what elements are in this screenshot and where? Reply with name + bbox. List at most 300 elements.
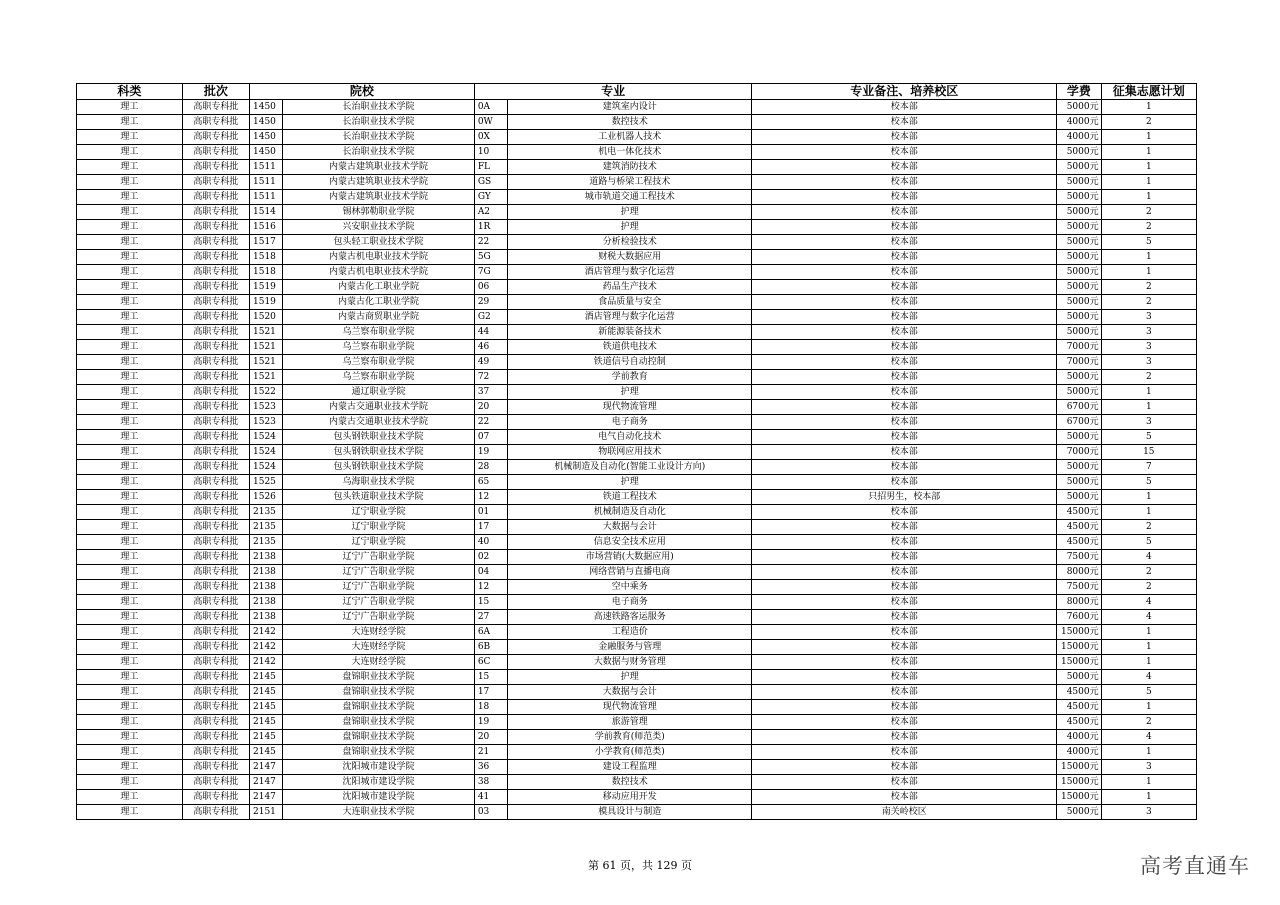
cell-remarks: 校本部 — [752, 565, 1057, 580]
cell-major-name: 护理 — [507, 205, 752, 220]
cell-school-code: 1511 — [250, 190, 283, 205]
cell-school-code: 1511 — [250, 175, 283, 190]
table-row — [77, 355, 1197, 370]
table-row — [77, 760, 1197, 775]
cell-school-code: 2138 — [250, 550, 283, 565]
cell-category: 理工 — [77, 685, 183, 700]
cell-category: 理工 — [77, 550, 183, 565]
table-row — [77, 805, 1197, 820]
cell-batch: 高职专科批 — [182, 790, 249, 805]
cell-plan: 2 — [1101, 715, 1196, 730]
cell-plan: 2 — [1101, 205, 1196, 220]
cell-school-code: 1524 — [250, 445, 283, 460]
cell-plan: 1 — [1101, 250, 1196, 265]
cell-school-code: 1521 — [250, 355, 283, 370]
table-header-row — [77, 84, 1197, 100]
cell-remarks: 校本部 — [752, 235, 1057, 250]
cell-tuition: 5000元 — [1057, 310, 1102, 325]
cell-school-name: 长治职业技术学院 — [283, 130, 475, 145]
cell-tuition: 5000元 — [1057, 190, 1102, 205]
cell-category: 理工 — [77, 730, 183, 745]
cell-plan: 4 — [1101, 595, 1196, 610]
cell-major-name: 护理 — [507, 475, 752, 490]
cell-remarks: 校本部 — [752, 115, 1057, 130]
cell-remarks: 校本部 — [752, 205, 1057, 220]
cell-category: 理工 — [77, 745, 183, 760]
cell-major-code: 19 — [474, 715, 507, 730]
cell-major-code: 17 — [474, 520, 507, 535]
cell-school-code: 1517 — [250, 235, 283, 250]
cell-major-name: 护理 — [507, 385, 752, 400]
cell-category: 理工 — [77, 475, 183, 490]
cell-remarks: 校本部 — [752, 445, 1057, 460]
cell-major-name: 建筑消防技术 — [507, 160, 752, 175]
cell-major-name: 分析检验技术 — [507, 235, 752, 250]
cell-major-code: 17 — [474, 685, 507, 700]
cell-tuition: 4500元 — [1057, 505, 1102, 520]
cell-major-code: 0A — [474, 100, 507, 115]
cell-school-name: 长治职业技术学院 — [283, 115, 475, 130]
header-category: 科类 — [77, 84, 183, 100]
cell-plan: 3 — [1101, 760, 1196, 775]
cell-batch: 高职专科批 — [182, 460, 249, 475]
cell-school-name: 盘锦职业技术学院 — [283, 730, 475, 745]
cell-major-name: 铁道信号自动控制 — [507, 355, 752, 370]
table-row — [77, 265, 1197, 280]
cell-major-name: 金融服务与管理 — [507, 640, 752, 655]
cell-batch: 高职专科批 — [182, 355, 249, 370]
cell-school-name: 乌兰察布职业学院 — [283, 325, 475, 340]
table-row — [77, 370, 1197, 385]
cell-school-code: 1518 — [250, 250, 283, 265]
cell-category: 理工 — [77, 775, 183, 790]
cell-major-name: 药品生产技术 — [507, 280, 752, 295]
cell-category: 理工 — [77, 280, 183, 295]
cell-batch: 高职专科批 — [182, 490, 249, 505]
cell-major-code: 49 — [474, 355, 507, 370]
cell-major-name: 财税大数据应用 — [507, 250, 752, 265]
cell-school-code: 2145 — [250, 715, 283, 730]
table-row — [77, 220, 1197, 235]
cell-school-name: 包头钢铁职业技术学院 — [283, 460, 475, 475]
cell-major-name: 物联网应用技术 — [507, 445, 752, 460]
cell-plan: 4 — [1101, 550, 1196, 565]
cell-tuition: 7000元 — [1057, 340, 1102, 355]
cell-school-code: 2145 — [250, 730, 283, 745]
cell-batch: 高职专科批 — [182, 100, 249, 115]
cell-major-code: 6A — [474, 625, 507, 640]
cell-major-name: 学前教育 — [507, 370, 752, 385]
cell-tuition: 5000元 — [1057, 460, 1102, 475]
cell-major-name: 铁道工程技术 — [507, 490, 752, 505]
cell-school-code: 1522 — [250, 385, 283, 400]
cell-category: 理工 — [77, 505, 183, 520]
cell-batch: 高职专科批 — [182, 175, 249, 190]
cell-tuition: 7000元 — [1057, 355, 1102, 370]
cell-batch: 高职专科批 — [182, 595, 249, 610]
cell-batch: 高职专科批 — [182, 475, 249, 490]
cell-remarks: 校本部 — [752, 460, 1057, 475]
header-plan: 征集志愿计划 — [1101, 84, 1196, 100]
cell-batch: 高职专科批 — [182, 130, 249, 145]
cell-school-name: 沈阳城市建设学院 — [283, 790, 475, 805]
cell-remarks: 只招男生，校本部 — [752, 490, 1057, 505]
cell-school-code: 1524 — [250, 460, 283, 475]
cell-school-code: 1523 — [250, 400, 283, 415]
cell-school-code: 2151 — [250, 805, 283, 820]
cell-school-name: 沈阳城市建设学院 — [283, 775, 475, 790]
cell-tuition: 15000元 — [1057, 625, 1102, 640]
table-row — [77, 625, 1197, 640]
cell-tuition: 5000元 — [1057, 145, 1102, 160]
table-row — [77, 505, 1197, 520]
cell-school-code: 2142 — [250, 655, 283, 670]
cell-tuition: 6700元 — [1057, 415, 1102, 430]
cell-category: 理工 — [77, 355, 183, 370]
cell-school-name: 大连财经学院 — [283, 625, 475, 640]
cell-plan: 2 — [1101, 220, 1196, 235]
cell-tuition: 15000元 — [1057, 760, 1102, 775]
cell-school-name: 辽宁广告职业学院 — [283, 565, 475, 580]
cell-category: 理工 — [77, 460, 183, 475]
cell-plan: 5 — [1101, 235, 1196, 250]
cell-batch: 高职专科批 — [182, 535, 249, 550]
cell-major-code: GY — [474, 190, 507, 205]
cell-batch: 高职专科批 — [182, 415, 249, 430]
cell-major-code: 6B — [474, 640, 507, 655]
cell-category: 理工 — [77, 430, 183, 445]
cell-remarks: 校本部 — [752, 715, 1057, 730]
cell-remarks: 校本部 — [752, 670, 1057, 685]
cell-school-name: 乌兰察布职业学院 — [283, 340, 475, 355]
cell-plan: 1 — [1101, 655, 1196, 670]
cell-tuition: 4500元 — [1057, 685, 1102, 700]
table-row — [77, 205, 1197, 220]
cell-major-name: 移动应用开发 — [507, 790, 752, 805]
cell-category: 理工 — [77, 565, 183, 580]
cell-plan: 5 — [1101, 475, 1196, 490]
cell-remarks: 校本部 — [752, 580, 1057, 595]
cell-school-code: 1516 — [250, 220, 283, 235]
cell-major-code: 65 — [474, 475, 507, 490]
cell-school-code: 2135 — [250, 535, 283, 550]
cell-batch: 高职专科批 — [182, 580, 249, 595]
admission-plan-table — [76, 83, 1197, 820]
cell-plan: 1 — [1101, 130, 1196, 145]
cell-batch: 高职专科批 — [182, 145, 249, 160]
cell-major-code: 20 — [474, 730, 507, 745]
cell-batch: 高职专科批 — [182, 385, 249, 400]
cell-remarks: 校本部 — [752, 130, 1057, 145]
cell-school-code: 2138 — [250, 565, 283, 580]
cell-category: 理工 — [77, 715, 183, 730]
table-row — [77, 745, 1197, 760]
cell-major-name: 旅游管理 — [507, 715, 752, 730]
cell-school-code: 1519 — [250, 295, 283, 310]
cell-major-code: 1R — [474, 220, 507, 235]
cell-batch: 高职专科批 — [182, 775, 249, 790]
cell-school-name: 辽宁职业学院 — [283, 520, 475, 535]
cell-school-name: 大连财经学院 — [283, 640, 475, 655]
table-row — [77, 730, 1197, 745]
table-row — [77, 565, 1197, 580]
cell-school-name: 辽宁广告职业学院 — [283, 610, 475, 625]
table-row — [77, 280, 1197, 295]
cell-major-code: 0X — [474, 130, 507, 145]
cell-batch: 高职专科批 — [182, 160, 249, 175]
cell-batch: 高职专科批 — [182, 400, 249, 415]
cell-school-name: 内蒙古建筑职业技术学院 — [283, 160, 475, 175]
cell-school-name: 内蒙古交通职业技术学院 — [283, 400, 475, 415]
table-row — [77, 310, 1197, 325]
cell-plan: 4 — [1101, 610, 1196, 625]
table-row — [77, 160, 1197, 175]
cell-batch: 高职专科批 — [182, 700, 249, 715]
cell-remarks: 校本部 — [752, 625, 1057, 640]
cell-school-code: 1511 — [250, 160, 283, 175]
cell-remarks: 校本部 — [752, 790, 1057, 805]
header-tuition: 学费 — [1057, 84, 1102, 100]
cell-tuition: 5000元 — [1057, 265, 1102, 280]
cell-remarks: 校本部 — [752, 700, 1057, 715]
cell-school-code: 2138 — [250, 580, 283, 595]
cell-batch: 高职专科批 — [182, 625, 249, 640]
cell-plan: 1 — [1101, 625, 1196, 640]
cell-plan: 5 — [1101, 685, 1196, 700]
cell-tuition: 5000元 — [1057, 805, 1102, 820]
cell-major-name: 机械制造及自动化(智能工业设计方向) — [507, 460, 752, 475]
cell-plan: 1 — [1101, 775, 1196, 790]
table-row — [77, 100, 1197, 115]
cell-major-name: 电气自动化技术 — [507, 430, 752, 445]
table-row — [77, 415, 1197, 430]
table-row — [77, 115, 1197, 130]
cell-plan: 1 — [1101, 100, 1196, 115]
table-row — [77, 655, 1197, 670]
cell-category: 理工 — [77, 205, 183, 220]
cell-category: 理工 — [77, 790, 183, 805]
cell-school-code: 1521 — [250, 325, 283, 340]
cell-school-code: 2142 — [250, 625, 283, 640]
cell-batch: 高职专科批 — [182, 220, 249, 235]
cell-remarks: 校本部 — [752, 100, 1057, 115]
cell-batch: 高职专科批 — [182, 610, 249, 625]
cell-plan: 1 — [1101, 145, 1196, 160]
cell-remarks: 校本部 — [752, 265, 1057, 280]
cell-remarks: 校本部 — [752, 430, 1057, 445]
cell-plan: 15 — [1101, 445, 1196, 460]
cell-remarks: 校本部 — [752, 520, 1057, 535]
cell-batch: 高职专科批 — [182, 280, 249, 295]
cell-school-code: 2147 — [250, 790, 283, 805]
cell-remarks: 校本部 — [752, 655, 1057, 670]
cell-tuition: 5000元 — [1057, 205, 1102, 220]
cell-major-name: 大数据与财务管理 — [507, 655, 752, 670]
cell-tuition: 4500元 — [1057, 700, 1102, 715]
cell-major-name: 现代物流管理 — [507, 700, 752, 715]
cell-plan: 2 — [1101, 565, 1196, 580]
cell-school-name: 包头钢铁职业技术学院 — [283, 445, 475, 460]
cell-major-code: 04 — [474, 565, 507, 580]
cell-school-name: 盘锦职业技术学院 — [283, 670, 475, 685]
header-remarks: 专业备注、培养校区 — [752, 84, 1057, 100]
cell-batch: 高职专科批 — [182, 295, 249, 310]
cell-plan: 3 — [1101, 415, 1196, 430]
cell-major-name: 建筑室内设计 — [507, 100, 752, 115]
table-row — [77, 430, 1197, 445]
cell-major-name: 工业机器人技术 — [507, 130, 752, 145]
cell-tuition: 5000元 — [1057, 295, 1102, 310]
table-row — [77, 790, 1197, 805]
cell-category: 理工 — [77, 160, 183, 175]
cell-category: 理工 — [77, 325, 183, 340]
cell-plan: 1 — [1101, 190, 1196, 205]
cell-plan: 3 — [1101, 325, 1196, 340]
cell-major-name: 电子商务 — [507, 595, 752, 610]
table-row — [77, 580, 1197, 595]
cell-school-name: 辽宁职业学院 — [283, 535, 475, 550]
cell-batch: 高职专科批 — [182, 550, 249, 565]
cell-major-name: 工程造价 — [507, 625, 752, 640]
table-row — [77, 700, 1197, 715]
cell-major-code: 18 — [474, 700, 507, 715]
cell-tuition: 15000元 — [1057, 790, 1102, 805]
cell-major-name: 模具设计与制造 — [507, 805, 752, 820]
cell-major-name: 铁道供电技术 — [507, 340, 752, 355]
cell-batch: 高职专科批 — [182, 805, 249, 820]
cell-category: 理工 — [77, 625, 183, 640]
cell-remarks: 校本部 — [752, 295, 1057, 310]
header-batch: 批次 — [182, 84, 249, 100]
cell-plan: 1 — [1101, 385, 1196, 400]
cell-major-code: G2 — [474, 310, 507, 325]
cell-category: 理工 — [77, 370, 183, 385]
cell-tuition: 7500元 — [1057, 550, 1102, 565]
cell-major-name: 城市轨道交通工程技术 — [507, 190, 752, 205]
table-row — [77, 490, 1197, 505]
cell-school-code: 1520 — [250, 310, 283, 325]
cell-school-name: 盘锦职业技术学院 — [283, 715, 475, 730]
cell-category: 理工 — [77, 805, 183, 820]
cell-major-code: FL — [474, 160, 507, 175]
table-row — [77, 235, 1197, 250]
cell-major-code: 28 — [474, 460, 507, 475]
cell-school-name: 辽宁广告职业学院 — [283, 580, 475, 595]
cell-major-name: 数控技术 — [507, 115, 752, 130]
cell-batch: 高职专科批 — [182, 670, 249, 685]
cell-batch: 高职专科批 — [182, 715, 249, 730]
cell-batch: 高职专科批 — [182, 325, 249, 340]
cell-remarks: 校本部 — [752, 145, 1057, 160]
cell-school-code: 1450 — [250, 100, 283, 115]
cell-remarks: 校本部 — [752, 280, 1057, 295]
cell-school-code: 2142 — [250, 640, 283, 655]
cell-major-name: 道路与桥梁工程技术 — [507, 175, 752, 190]
cell-major-code: 7G — [474, 265, 507, 280]
cell-batch: 高职专科批 — [182, 760, 249, 775]
cell-category: 理工 — [77, 145, 183, 160]
table-row — [77, 340, 1197, 355]
cell-major-code: 6C — [474, 655, 507, 670]
cell-remarks: 校本部 — [752, 220, 1057, 235]
cell-major-code: 29 — [474, 295, 507, 310]
cell-batch: 高职专科批 — [182, 250, 249, 265]
cell-school-name: 大连财经学院 — [283, 655, 475, 670]
cell-tuition: 15000元 — [1057, 655, 1102, 670]
cell-batch: 高职专科批 — [182, 115, 249, 130]
cell-tuition: 4000元 — [1057, 730, 1102, 745]
cell-remarks: 校本部 — [752, 355, 1057, 370]
cell-major-code: 01 — [474, 505, 507, 520]
table-row — [77, 595, 1197, 610]
cell-tuition: 5000元 — [1057, 160, 1102, 175]
cell-plan: 2 — [1101, 280, 1196, 295]
cell-plan: 7 — [1101, 460, 1196, 475]
cell-remarks: 校本部 — [752, 610, 1057, 625]
cell-tuition: 8000元 — [1057, 565, 1102, 580]
cell-remarks: 校本部 — [752, 730, 1057, 745]
cell-remarks: 校本部 — [752, 175, 1057, 190]
cell-school-name: 乌兰察布职业学院 — [283, 370, 475, 385]
cell-major-name: 食品质量与安全 — [507, 295, 752, 310]
cell-major-code: 20 — [474, 400, 507, 415]
cell-school-code: 1521 — [250, 370, 283, 385]
table-body — [77, 100, 1197, 820]
cell-remarks: 校本部 — [752, 190, 1057, 205]
table-row — [77, 535, 1197, 550]
cell-school-code: 2138 — [250, 610, 283, 625]
cell-remarks: 校本部 — [752, 685, 1057, 700]
cell-school-code: 2135 — [250, 520, 283, 535]
cell-plan: 1 — [1101, 400, 1196, 415]
cell-major-code: 06 — [474, 280, 507, 295]
table-row — [77, 295, 1197, 310]
cell-school-name: 内蒙古机电职业技术学院 — [283, 265, 475, 280]
cell-school-code: 2145 — [250, 745, 283, 760]
cell-major-code: 22 — [474, 415, 507, 430]
cell-batch: 高职专科批 — [182, 505, 249, 520]
cell-category: 理工 — [77, 340, 183, 355]
cell-plan: 1 — [1101, 265, 1196, 280]
cell-school-code: 1518 — [250, 265, 283, 280]
cell-category: 理工 — [77, 580, 183, 595]
cell-school-code: 1514 — [250, 205, 283, 220]
cell-remarks: 南关岭校区 — [752, 805, 1057, 820]
cell-remarks: 校本部 — [752, 385, 1057, 400]
cell-remarks: 校本部 — [752, 400, 1057, 415]
table-row — [77, 325, 1197, 340]
page-number: 第 61 页，共 129 页 — [588, 859, 692, 872]
cell-school-name: 盘锦职业技术学院 — [283, 745, 475, 760]
cell-category: 理工 — [77, 190, 183, 205]
cell-school-name: 内蒙古化工职业学院 — [283, 295, 475, 310]
cell-category: 理工 — [77, 400, 183, 415]
cell-category: 理工 — [77, 220, 183, 235]
cell-tuition: 5000元 — [1057, 100, 1102, 115]
table-row — [77, 670, 1197, 685]
cell-major-code: 44 — [474, 325, 507, 340]
cell-major-code: 03 — [474, 805, 507, 820]
cell-category: 理工 — [77, 520, 183, 535]
cell-category: 理工 — [77, 385, 183, 400]
cell-major-code: 0W — [474, 115, 507, 130]
cell-major-name: 市场营销(大数据应用) — [507, 550, 752, 565]
cell-batch: 高职专科批 — [182, 235, 249, 250]
table-row — [77, 385, 1197, 400]
cell-remarks: 校本部 — [752, 505, 1057, 520]
cell-remarks: 校本部 — [752, 550, 1057, 565]
table-row — [77, 520, 1197, 535]
